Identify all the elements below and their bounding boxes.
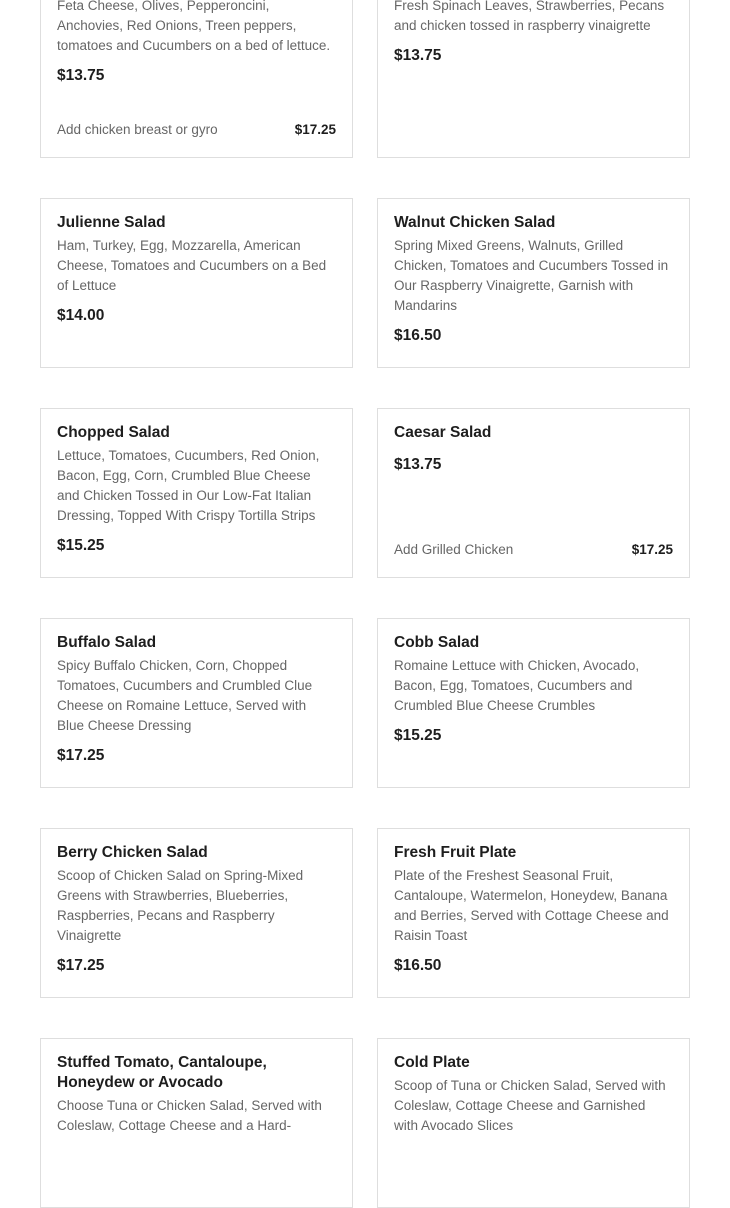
menu-item-price: $17.25 xyxy=(57,957,105,974)
menu-item-description: Scoop of Chicken Salad on Spring-Mixed Greens with Strawberries, Blueberries, Raspberries, Pecans and Raspberry Vinaigrette xyxy=(57,868,304,943)
menu-item-name: Fresh Fruit Plate xyxy=(394,844,517,861)
menu-item-price: $17.25 xyxy=(57,747,105,764)
menu-item-description: Romaine Lettuce with Chicken, Avocado, Bacon, Egg, Tomatoes, Cucumbers and Crumbled Blue Cheese Crumbles xyxy=(394,658,640,713)
menu-item-card[interactable] xyxy=(40,408,353,578)
menu-item-description: Lettuce, Tomatoes, Cucumbers, Red Onion, Bacon, Egg, Corn, Crumbled Blue Cheese and Chicken Tossed in Our Low-Fat Italian Dressing, Topped With Crispy Tortilla Strips xyxy=(57,448,320,523)
menu-item-price: $13.75 xyxy=(57,67,105,84)
menu-item-price: $16.50 xyxy=(394,957,442,974)
addon-price: $17.25 xyxy=(631,542,673,557)
menu-item-addon[interactable] xyxy=(394,542,673,557)
menu-item-card[interactable] xyxy=(40,1038,353,1208)
menu-item-name: Cobb Salad xyxy=(394,634,480,651)
menu-item-price: $15.25 xyxy=(394,727,442,744)
menu-item-description: Ham, Turkey, Egg, Mozzarella, American Cheese, Tomatoes and Cucumbers on a Bed of Lettuce xyxy=(57,238,327,293)
menu-item-card[interactable] xyxy=(40,198,353,368)
menu-item-name: Cold Plate xyxy=(394,1054,470,1071)
menu-item-description: Fresh Spinach Leaves, Strawberries, Pecans and chicken tossed in raspberry vinaigrette xyxy=(394,0,665,33)
menu-item-description: Spring Mixed Greens, Walnuts, Grilled Chicken, Tomatoes and Cucumbers Tossed in Our Raspberry Vinaigrette, Garnish with Mandarins xyxy=(394,238,669,313)
menu-item-price: $13.75 xyxy=(394,456,442,473)
menu-item-card[interactable] xyxy=(40,828,353,998)
addon-price: $17.25 xyxy=(294,122,336,137)
menu-item-description: Spicy Buffalo Chicken, Corn, Chopped Tomatoes, Cucumbers and Crumbled Clue Cheese on Romaine Lettuce, Served with Blue Cheese Dressing xyxy=(57,658,313,733)
menu-item-price: $14.00 xyxy=(57,307,105,324)
menu-item-name: Walnut Chicken Salad xyxy=(394,214,556,231)
menu-item-card[interactable] xyxy=(40,618,353,788)
addon-label: Add chicken breast or gyro xyxy=(57,122,218,137)
menu-item-name: Caesar Salad xyxy=(394,424,492,441)
menu-item-card[interactable] xyxy=(377,828,690,998)
addon-label: Add Grilled Chicken xyxy=(394,542,514,557)
menu-item-card[interactable] xyxy=(377,408,690,578)
menu-item-card[interactable] xyxy=(377,198,690,368)
menu-item-card[interactable] xyxy=(40,0,353,158)
menu-item-name: Berry Chicken Salad xyxy=(57,844,208,861)
menu-item-name: Chopped Salad xyxy=(57,424,170,441)
menu-item-card[interactable] xyxy=(377,618,690,788)
menu-item-name: Stuffed Tomato, Cantaloupe, Honeydew or Avocado xyxy=(57,1054,267,1091)
menu-item-price: $13.75 xyxy=(394,47,442,64)
menu-item-description: Plate of the Freshest Seasonal Fruit, Cantaloupe, Watermelon, Honeydew, Banana and Berries, Served with Cottage Cheese and Raisin Toast xyxy=(394,868,669,943)
menu-item-card[interactable] xyxy=(377,0,690,158)
menu-item-price: $15.25 xyxy=(57,537,105,554)
menu-item-card[interactable] xyxy=(377,1038,690,1208)
menu-item-name: Buffalo Salad xyxy=(57,634,157,651)
menu-item-description: Feta Cheese, Olives, Pepperoncini, Anchovies, Red Onions, Treen peppers, tomatoes and Cucumbers on a bed of lettuce. xyxy=(57,0,331,53)
menu-item-price: $16.50 xyxy=(394,327,442,344)
menu-item-description: Choose Tuna or Chicken Salad, Served with Coleslaw, Cottage Cheese and a Hard- xyxy=(57,1098,322,1133)
menu-item-description: Scoop of Tuna or Chicken Salad, Served with Coleslaw, Cottage Cheese and Garnished with Avocado Slices xyxy=(394,1078,666,1133)
menu-item-addon[interactable] xyxy=(57,122,336,137)
menu-item-name: Julienne Salad xyxy=(57,214,166,231)
